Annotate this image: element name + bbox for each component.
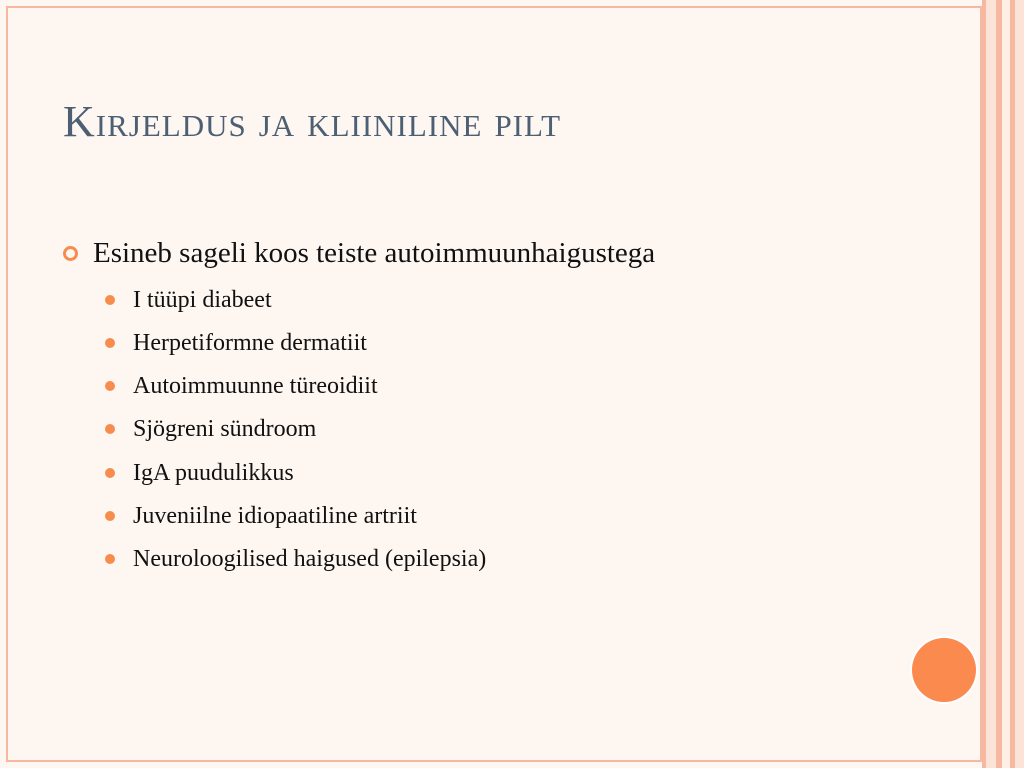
list-item-text: Autoimmuunne türeoidiit (133, 373, 378, 400)
list-item-text: Neuroloogilised haigused (epilepsia) (133, 545, 487, 572)
orange-circle-decoration (912, 638, 976, 702)
list-item (63, 365, 943, 408)
stripe (1015, 0, 1024, 768)
slide-title: Kirjeldus ja kliiniline pilt (63, 97, 562, 146)
ring-bullet-icon (63, 246, 78, 261)
stripe (1002, 0, 1010, 768)
decorative-side-stripes (982, 0, 1024, 768)
list-item (63, 538, 943, 581)
dot-bullet-icon (105, 381, 115, 391)
list-item-text: Sjögreni sündroom (133, 416, 317, 443)
list-item (63, 495, 943, 538)
list-item-text: I tüüpi diabeet (133, 286, 272, 313)
dot-bullet-icon (105, 468, 115, 478)
slide-content (63, 236, 943, 581)
main-bullet-text: Esineb sageli koos teiste autoimmuunhaigustega (93, 237, 656, 269)
stripe (986, 0, 996, 768)
list-item-text: Herpetiformne dermatiit (133, 329, 367, 356)
dot-bullet-icon (105, 338, 115, 348)
dot-bullet-icon (105, 424, 115, 434)
list-item-text: Juveniilne idiopaatiline artriit (133, 502, 417, 529)
list-item (63, 408, 943, 451)
main-bullet-item (63, 236, 943, 271)
list-item (63, 279, 943, 322)
list-item (63, 322, 943, 365)
dot-bullet-icon (105, 511, 115, 521)
dot-bullet-icon (105, 554, 115, 564)
sub-bullet-list (63, 279, 943, 581)
list-item (63, 452, 943, 495)
dot-bullet-icon (105, 295, 115, 305)
list-item-text: IgA puudulikkus (133, 459, 294, 486)
